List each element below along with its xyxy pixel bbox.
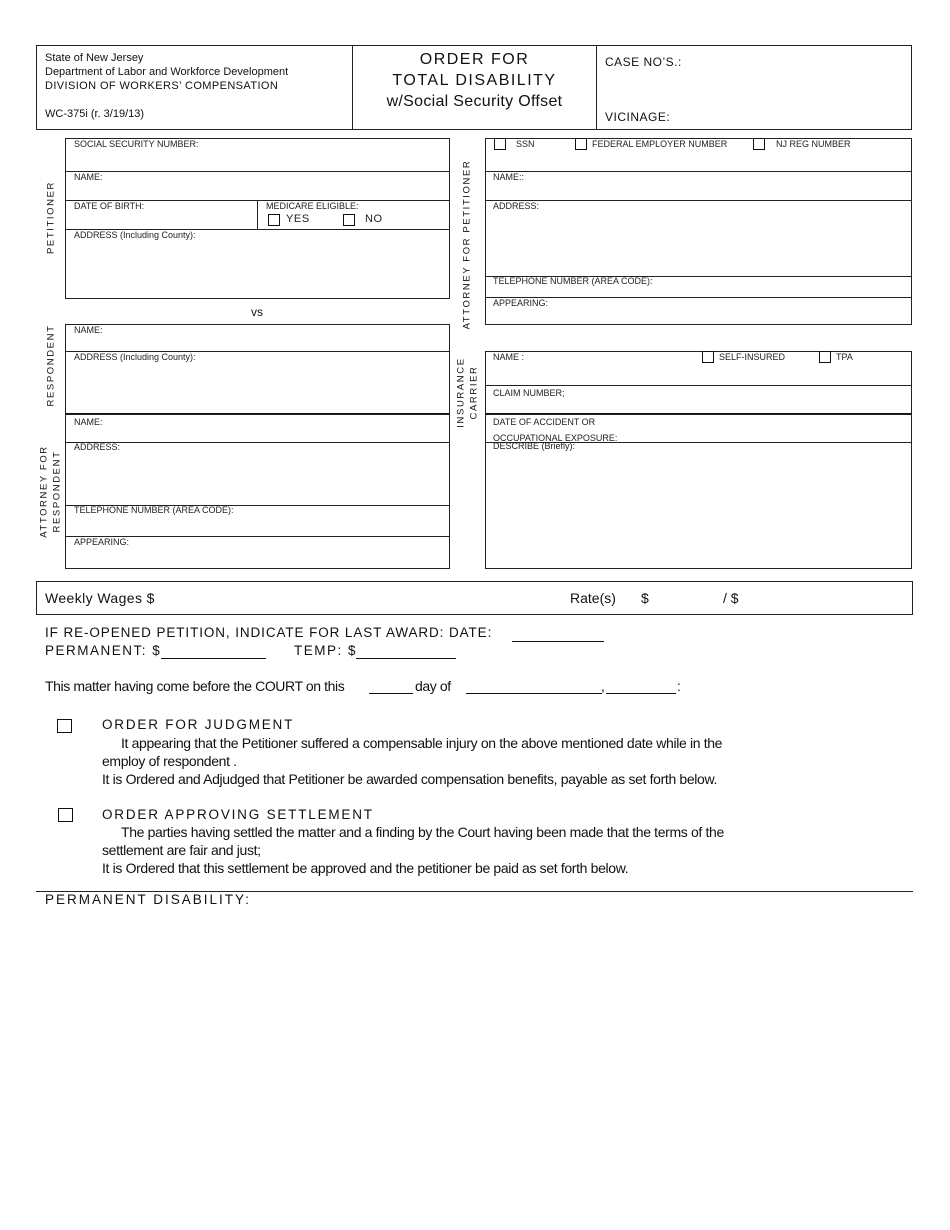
petitioner-address-label: ADDRESS (Including County): xyxy=(74,230,196,240)
insurance-name-label: NAME : xyxy=(493,352,525,362)
insurance-label-line1: INSURANCE xyxy=(455,357,467,428)
describe-label: DESCRIBE (Briefly): xyxy=(493,441,576,451)
settlement-text-line2: settlement are fair and just; xyxy=(102,842,261,858)
attorney-respondent-label-line1: ATTORNEY FOR xyxy=(38,445,50,538)
ssn-checkbox[interactable] xyxy=(494,138,506,150)
reopened-petition-line: IF RE-OPENED PETITION, INDICATE FOR LAST AWARD: DATE: xyxy=(45,625,493,640)
petitioner-ssn-label: SOCIAL SECURITY NUMBER: xyxy=(74,139,199,149)
rate-slash-dollar: / $ xyxy=(723,590,739,606)
settlement-text-line3: It is Ordered that this settlement be approved and the petitioner be paid as set forth below. xyxy=(102,860,629,876)
nj-reg-checkbox[interactable] xyxy=(753,138,765,150)
attorney-respondent-appearing-label: APPEARING: xyxy=(74,537,130,547)
respondent-name-label: NAME: xyxy=(74,325,103,335)
form-title-line1: ORDER FOR xyxy=(419,51,530,68)
medicare-yes-checkbox[interactable] xyxy=(268,214,280,226)
judgment-text-line2: employ of respondent . xyxy=(102,753,237,769)
weekly-wages-label: Weekly Wages $ xyxy=(45,590,155,606)
nj-reg-option-label: NJ REG NUMBER xyxy=(776,139,851,149)
state-name: State of New Jersey xyxy=(45,52,144,64)
attorney-respondent-label-line2: RESPONDENT xyxy=(51,450,63,533)
reopened-date-line xyxy=(512,641,604,642)
accident-date-label-line2: OCCUPATIONAL EXPOSURE: xyxy=(493,433,618,443)
settlement-text-line1: The parties having settled the matter and a finding by the Court having been made that the terms of the xyxy=(121,824,724,840)
form-id: WC-375i (r. 3/19/13) xyxy=(45,108,145,120)
attorney-petitioner-section-label: ATTORNEY FOR PETITIONER xyxy=(461,159,473,330)
medicare-yes-label: YES xyxy=(286,213,310,225)
attorney-petitioner-appearing-label: APPEARING: xyxy=(493,298,549,308)
medicare-no-checkbox[interactable] xyxy=(343,214,355,226)
tpa-label: TPA xyxy=(836,352,853,362)
attorney-petitioner-phone-label: TELEPHONE NUMBER (AREA CODE): xyxy=(493,276,653,286)
attorney-respondent-address-label: ADDRESS: xyxy=(74,442,121,452)
insurance-label-line2: CARRIER xyxy=(468,365,480,420)
permanent-amount-line xyxy=(161,658,266,659)
permanent-disability-label: PERMANENT DISABILITY: xyxy=(45,892,252,907)
matter-comma: , xyxy=(601,678,605,694)
attorney-petitioner-address-label: ADDRESS: xyxy=(493,201,540,211)
case-nos-label: CASE NO’S.: xyxy=(605,55,682,69)
matter-day-of: day of xyxy=(415,678,451,694)
matter-prefix: This matter having come before the COURT on this xyxy=(45,678,345,694)
temp-amount-line xyxy=(356,658,456,659)
respondent-box xyxy=(65,324,450,415)
form-title-line2: TOTAL DISABILITY xyxy=(392,72,557,89)
division-name: DIVISION OF WORKERS’ COMPENSATION xyxy=(45,80,279,92)
order-settlement-heading: ORDER APPROVING SETTLEMENT xyxy=(102,807,374,822)
fein-checkbox[interactable] xyxy=(575,138,587,150)
attorney-petitioner-name-label: NAME:: xyxy=(493,172,525,182)
medicare-no-label: NO xyxy=(365,213,383,225)
tpa-checkbox[interactable] xyxy=(819,351,831,363)
accident-date-label-line1: DATE OF ACCIDENT OR xyxy=(493,417,596,427)
rate-dollar-sign: $ xyxy=(641,590,649,606)
self-insured-checkbox[interactable] xyxy=(702,351,714,363)
form-title-line3: w/Social Security Offset xyxy=(386,93,563,110)
medicare-eligible-label: MEDICARE ELIGIBLE: xyxy=(266,201,359,211)
temp-amount-label: TEMP: $ xyxy=(294,643,358,658)
petitioner-name-label: NAME: xyxy=(74,172,103,182)
matter-colon: : xyxy=(677,678,681,694)
department-name: Department of Labor and Workforce Development xyxy=(45,66,289,78)
attorney-respondent-name-label: NAME: xyxy=(74,417,103,427)
vs-label: vs xyxy=(251,305,263,319)
claim-number-label: CLAIM NUMBER; xyxy=(493,388,565,398)
vicinage-label: VICINAGE: xyxy=(605,110,671,124)
order-judgment-heading: ORDER FOR JUDGMENT xyxy=(102,717,295,732)
fein-option-label: FEDERAL EMPLOYER NUMBER xyxy=(592,139,728,149)
self-insured-label: SELF-INSURED xyxy=(719,352,786,362)
order-settlement-checkbox[interactable] xyxy=(58,808,73,822)
wages-box xyxy=(36,581,913,615)
petitioner-section-label: PETITIONER xyxy=(45,181,57,255)
ssn-option-label: SSN xyxy=(516,139,535,149)
judgment-text-line3: It is Ordered and Adjudged that Petitioner be awarded compensation benefits, payable as set forth below. xyxy=(102,771,718,787)
respondent-address-label: ADDRESS (Including County): xyxy=(74,352,196,362)
attorney-respondent-phone-label: TELEPHONE NUMBER (AREA CODE): xyxy=(74,505,234,515)
order-judgment-checkbox[interactable] xyxy=(57,719,72,733)
petitioner-dob-label: DATE OF BIRTH: xyxy=(74,201,145,211)
matter-month-line xyxy=(466,693,602,694)
judgment-text-line1: It appearing that the Petitioner suffered a compensable injury on the above mentioned date while in the xyxy=(121,735,723,751)
rates-label: Rate(s) xyxy=(570,590,616,606)
matter-day-line xyxy=(369,693,413,694)
matter-year-line xyxy=(606,693,676,694)
permanent-amount-label: PERMANENT: $ xyxy=(45,643,162,658)
respondent-section-label: RESPONDENT xyxy=(45,324,57,407)
